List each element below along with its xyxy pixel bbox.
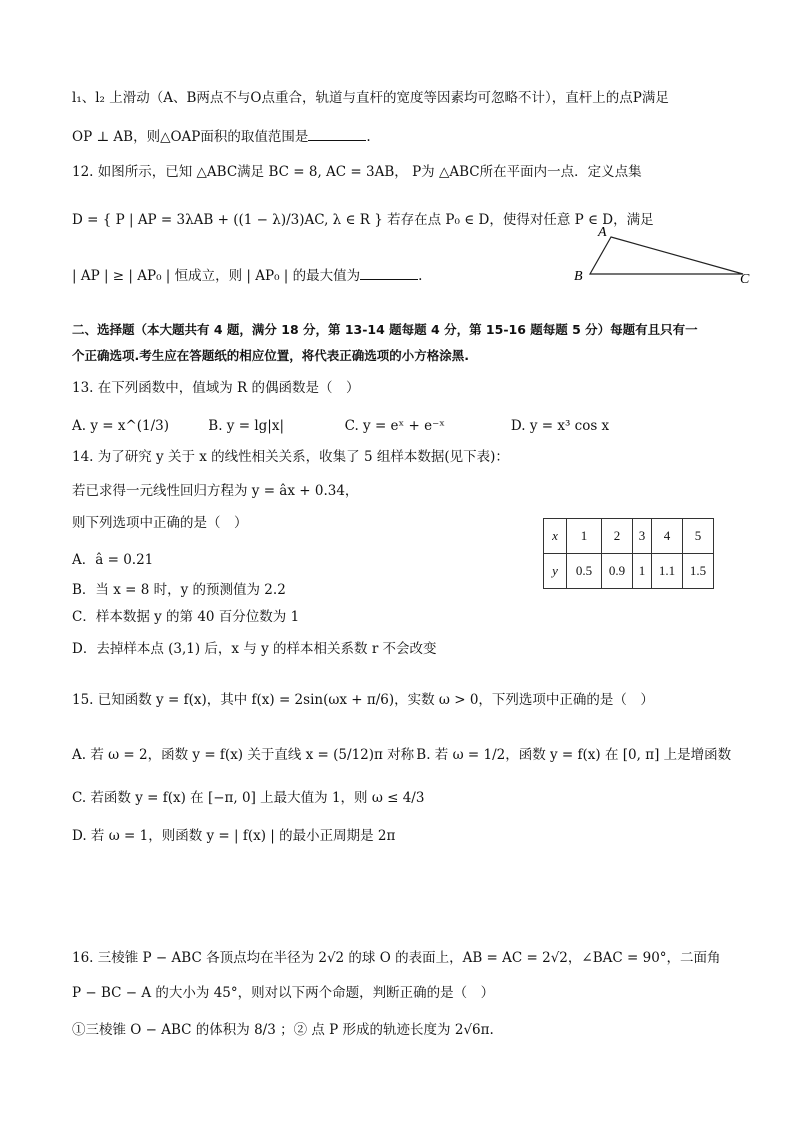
q15-stem: 15. 已知函数 y = f(x)，其中 f(x) = 2sin(ωx + π/6)，实数 ω > 0，下列选项中正确的是（ ） <box>72 692 654 708</box>
q14-option-d: D．去掉样本点 (3,1) 后，x 与 y 的样本相关系数 r 不会改变 <box>72 641 437 657</box>
q11-line2-text: OP ⊥ AB，则△OAP面积的取值范围是 <box>72 129 309 145</box>
q13-stem: 13. 在下列函数中，值域为 R 的偶函数是（ ） <box>72 380 360 396</box>
q14-option-c: C．样本数据 y 的第 40 百分位数为 1 <box>72 609 300 625</box>
table-header-x: x <box>544 519 567 554</box>
table-cell: 4 <box>652 519 683 554</box>
q14-option-a: A．â = 0.21 <box>72 552 154 568</box>
table-cell: 1.5 <box>683 554 714 589</box>
q15-option-c: C. 若函数 y = f(x) 在 [−π, 0] 上最大值为 1，则 ω ≤ 4/3 <box>72 790 425 806</box>
q11-answer-blank <box>308 126 366 141</box>
q16-line3: ①三棱锥 O − ABC 的体积为 8/3 ；② 点 P 形成的轨迹长度为 2√6π. <box>72 1022 494 1038</box>
q11-line1: l₁、l₂ 上滑动（A、B两点不与O点重合，轨道与直杆的宽度等因素均可忽略不计），直杆上的点P满足 <box>72 90 669 106</box>
q13-option-d: D. y = x³ cos x <box>510 418 610 434</box>
q16-line2: P − BC − A 的大小为 45°，则对以下两个命题，判断正确的是（ ） <box>72 985 495 1001</box>
table-cell: 1.1 <box>652 554 683 589</box>
section2-line2: 个正确选项.考生应在答题纸的相应位置，将代表正确选项的小方格涂黑. <box>72 348 469 363</box>
table-row-x <box>544 519 714 554</box>
q12-line1: 12. 如图所示，已知 △ABC满足 BC = 8, AC = 3AB， P为 △ABC所在平面内一点．定义点集 <box>72 164 642 180</box>
q13-option-a: A. y = x^(1/3) <box>72 418 170 434</box>
q13-option-b: B. y = lg|x| <box>208 418 284 434</box>
q13-option-c: C. y = eˣ + e⁻ˣ <box>344 418 445 434</box>
q12-line3 <box>72 265 422 286</box>
table-cell: 0.9 <box>602 554 633 589</box>
table-cell: 2 <box>602 519 633 554</box>
q15-option-b: B. 若 ω = 1/2，函数 y = f(x) 在 [0, π] 上是增函数 <box>416 747 732 763</box>
q13-options <box>72 416 631 436</box>
table-row-y <box>544 554 714 589</box>
q14-option-b: B．当 x = 8 时，y 的预测值为 2.2 <box>72 582 286 598</box>
triangle-abc-figure <box>560 220 760 290</box>
table-cell: 1 <box>633 554 652 589</box>
table-cell: 5 <box>683 519 714 554</box>
q15-option-a: A. 若 ω = 2，函数 y = f(x) 关于直线 x = (5/12)π 对称 <box>72 747 415 763</box>
q14-stem: 14. 为了研究 y 关于 x 的线性相关关系，收集了 5 组样本数据(见下表)： <box>72 449 509 465</box>
q12-answer-blank <box>360 265 418 280</box>
table-cell: 1 <box>567 519 602 554</box>
table-cell: 3 <box>633 519 652 554</box>
q15-option-d: D. 若 ω = 1，则函数 y = | f(x) | 的最小正周期是 2π <box>72 828 396 844</box>
vertex-c-label: C <box>740 272 750 287</box>
q12-line3-end: . <box>418 268 423 284</box>
q14-ask: 则下列选项中正确的是（ ） <box>72 515 248 531</box>
q15-options-ab <box>72 745 731 765</box>
sample-data-table <box>543 518 714 589</box>
triangle-abc <box>590 237 743 274</box>
q12-line2: D = { P | AP = 3λAB + ((1 − λ)/3)AC, λ ∈ R } 若存在点 P₀ ∈ D，使得对任意 P ∈ D，满足 <box>72 212 654 228</box>
section2-line1: 二、选择题（本大题共有 4 题，满分 18 分，第 13-14 题每题 4 分，第 15-16 题每题 5 分）每题有且只有一 <box>72 322 698 337</box>
q12-line3-text: | AP | ≥ | AP₀ | 恒成立，则 | AP₀ | 的最大值为 <box>72 268 361 284</box>
table-header-y: y <box>544 554 567 589</box>
q11-line2 <box>72 126 371 147</box>
q14-regression: 若已求得一元线性回归方程为 y = âx + 0.34， <box>72 483 359 499</box>
vertex-a-label: A <box>598 225 607 240</box>
q11-line2-end: . <box>366 129 371 145</box>
table-cell: 0.5 <box>567 554 602 589</box>
vertex-b-label: B <box>574 269 583 284</box>
q16-line1: 16. 三棱锥 P − ABC 各顶点均在半径为 2√2 的球 O 的表面上，AB = AC = 2√2，∠BAC = 90°，二面角 <box>72 950 721 966</box>
